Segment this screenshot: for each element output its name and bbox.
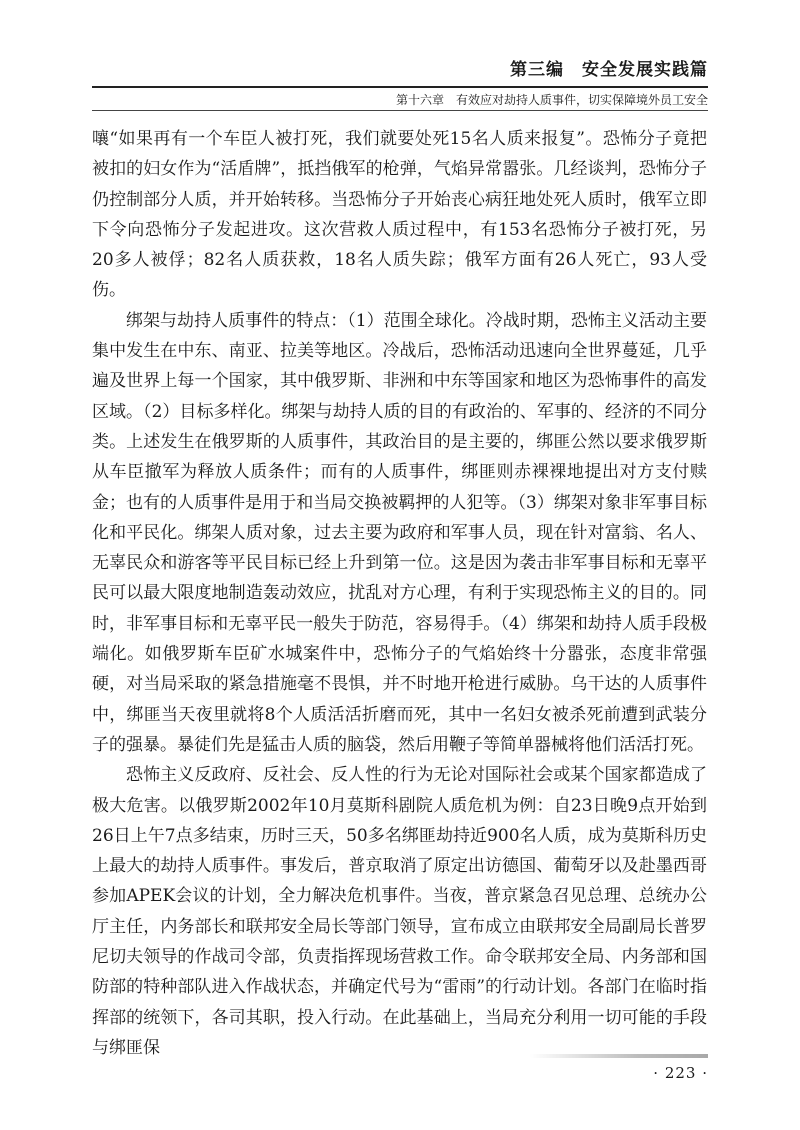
paragraph-moscow-theater: 恐怖主义反政府、反社会、反人性的行为无论对国际社会或某个国家都造成了极大危害。以俄罗斯2002年10月莫斯科剧院人质危机为例：自23日晚9点开始到26日上午7点多结束，历时三天，50多名绑匪劫持近900名人质，成为莫斯科历史上最大的劫持人质事件。事发后，普京取消了原定出访德国、葡萄牙以及赴墨西哥参加APEK会议的计划，全力解决危机事件。当夜，普京紧急召见总理、总统办公厅主任，内务部长和联邦安全局长等部门领导，宣布成立由联邦安全局副局长普罗尼切夫领导的作战司令部，负责指挥现场营救工作。命令联邦安全局、内务部和国防部的特种部队进入作战状态，并确定代号为“雷雨”的行动计划。各部门在临时指挥部的统领下，各司其职，投入行动。在此基础上，当局充分利用一切可能的手段与绑匪保 [92, 765, 707, 1058]
running-header [92, 56, 708, 111]
paragraph-continued: 嚷“如果再有一个车臣人被打死，我们就要处死15名人质来报复”。恐怖分子竟把被扣的妇女作为“活盾牌”，抵挡俄军的枪弹，气焰异常嚣张。几经谈判，恐怖分子仍控制部分人质，并开始转移。当恐怖分子开始丧心病狂地处死人质时，俄军立即下令向恐怖分子发起进攻。这次营救人质过程中，有153名恐怖分子被打死，另20多人被俘；82名人质获救，18名人质失踪；俄军方面有26人死亡，93人受伤。 [92, 129, 707, 301]
page-number: · 223 · [653, 1064, 708, 1082]
part-title: 第三编 安全发展实践篇 [510, 60, 708, 80]
paragraph-characteristics: 绑架与劫持人质事件的特点：（1）范围全球化。冷战时期，恐怖主义活动主要集中发生在中东、南亚、拉美等地区。冷战后，恐怖活动迅速向全世界蔓延，几乎遍及世界上每一个国家，其中俄罗斯、非洲和中东等国家和地区为恐怖事件的高发区域。（2）目标多样化。绑架与劫持人质的目的有政治的、军事的、经济的不同分类。上述发生在俄罗斯的人质事件，其政治目的是主要的，绑匪公然以要求俄罗斯从车臣撤军为释放人质条件；而有的人质事件，绑匪则赤裸裸地提出对方支付赎金；也有的人质事件是用于和当局交换被羁押的人犯等。（3）绑架对象非军事目标化和平民化。绑架人质对象，过去主要为政府和军事人员，现在针对富翁、名人、无辜民众和游客等平民目标已经上升到第一位。这是因为袭击非军事目标和无辜平民可以最大限度地制造轰动效应，扰乱对方心理，有利于实现恐怖主义的目的。同时，非军事目标和无辜平民一般失于防范，容易得手。（4）绑架和劫持人质手段极端化。如俄罗斯车臣矿水城案件中，恐怖分子的气焰始终十分嚣张，态度非常强硬，对当局采取的紧急措施毫不畏惧，并不时地开枪进行威胁。乌干达的人质事件中，绑匪当天夜里就将8个人质活活折磨而死，其中一名妇女被杀死前遭到武装分子的强暴。暴徒们先是猛击人质的脑袋，然后用鞭子等简单器械将他们活活打死。 [92, 310, 707, 755]
header-rule-thin [92, 110, 708, 111]
chapter-title: 第十六章 有效应对劫持人质事件，切实保障境外员工安全 [395, 93, 708, 107]
header-rule-thick [92, 86, 708, 88]
body-text [92, 124, 707, 1063]
footer-rule [530, 1054, 708, 1058]
